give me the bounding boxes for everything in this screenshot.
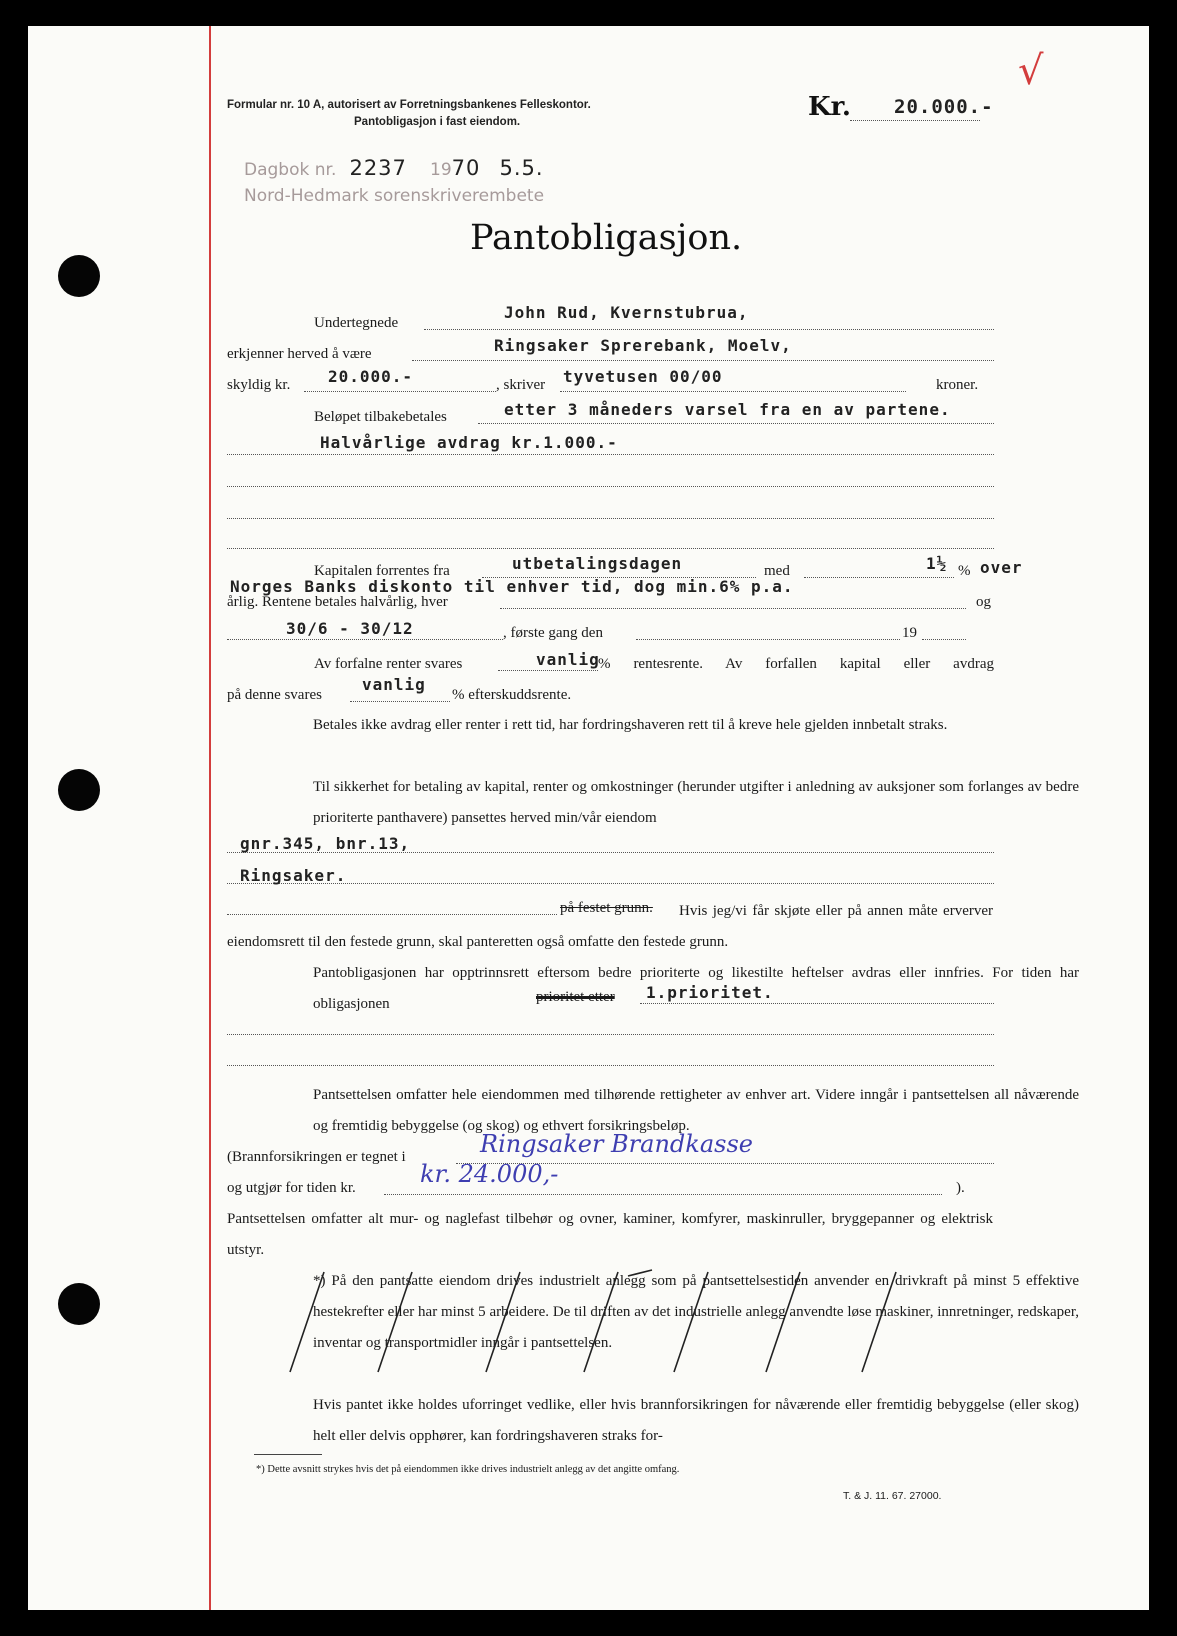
dates-value: 30/6 - 30/12 (286, 619, 414, 638)
form-header-line1: Formular nr. 10 A, autorisert av Forretningsbankenes Felleskontor. (227, 99, 591, 111)
rentesrente-label: % rentesrente. Av forfallen kapital eller avdrag (598, 656, 994, 672)
property-line1: gnr.345, bnr.13, (240, 834, 411, 853)
priority-value: 1.prioritet. (646, 983, 774, 1002)
checkmark-icon: √ (1018, 48, 1044, 94)
sikkerhet-paragraph: Til sikkerhet for betaling av kapital, renter og omkostninger (herunder utgifter i anledning av auksjoner som forlanges av bedre prioriterte panthavere) pansettes herved min/vår eiendom (313, 779, 1079, 826)
forste-label: , første gang den (503, 625, 603, 641)
utgjor-label: og utgjør for tiden kr. (227, 1180, 356, 1196)
strike-marks (28, 26, 1149, 1610)
belopet-value: etter 3 måneders varsel fra en av partene. (504, 400, 951, 419)
dagbok-stamp: Dagbok nr. 2237 1970 5.5. (244, 156, 544, 180)
office-stamp: Nord-Hedmark sorenskriverembete (244, 186, 545, 206)
festet-label: på festet grunn. (560, 900, 653, 916)
pct-label: % (958, 563, 971, 579)
document-title: Pantobligasjon. (470, 218, 743, 258)
efterskudd-label: % efterskuddsrente. (452, 687, 572, 703)
form-header-line2: Pantobligasjon i fast eiendom. (354, 116, 521, 128)
skriver-label: , skriver (496, 377, 546, 393)
amount-top: 20.000.- (894, 96, 994, 118)
og-label: og (976, 594, 991, 610)
document-page (28, 26, 1149, 1610)
arlig-label: årlig. Rentene betales halvårlig, hver (227, 594, 448, 610)
undertegnede-label: Undertegnede (314, 315, 399, 331)
erkjenner-value: Ringsaker Sprerebank, Moelv, (494, 336, 792, 355)
printer-mark: T. & J. 11. 67. 27000. (843, 1490, 942, 1502)
brann-value: Ringsaker Brandkasse (480, 1130, 753, 1158)
rate-value: 1½ (926, 554, 948, 573)
utgjor-value: kr. 24.000,- (420, 1160, 559, 1188)
skriver-value: tyvetusen 00/00 (563, 367, 723, 386)
footnote-rule (254, 1454, 322, 1455)
paa-value: vanlig (362, 675, 426, 694)
belopet-value2: Halvårlige avdrag kr.1.000.- (320, 433, 618, 452)
skyldig-label: skyldig kr. (227, 377, 291, 393)
belopet-label: Beløpet tilbakebetales (314, 409, 447, 425)
struck-word: prioritet etter (536, 989, 615, 1005)
brann-label: (Brannforsikringen er tegnet i (227, 1149, 406, 1165)
pantsettelsen2-paragraph: Pantsettelsen omfatter alt mur- og naglefast tilbehør og ovner, kaminer, komfyrer, maskinruller, bryggepanner og elektrisk utstyr. (227, 1211, 993, 1258)
forfalne-value: vanlig (536, 650, 600, 669)
kapitalen-value: utbetalingsdagen (512, 554, 683, 573)
med-label: med (764, 563, 790, 579)
close-paren: ). (956, 1180, 965, 1196)
skyldig-value: 20.000.- (328, 367, 414, 386)
paa-label: på denne svares (227, 687, 322, 703)
kroner-label: kroner. (936, 377, 979, 393)
erkjenner-label: erkjenner herved å være (227, 346, 372, 362)
pantsettelsen-paragraph: Pantsettelsen omfatter hele eiendommen med tilhørende rettigheter av enhver art. Videre inngår i pantsettelsen all nåværende og fremtidig bebyggelse (og skog) og ethvert forsikringsbeløp. (313, 1087, 1079, 1134)
kapitalen-label: Kapitalen forrentes fra (314, 563, 450, 579)
opptrinnsrett-paragraph: Pantobligasjonen har opptrinnsrett eftersom bedre prioriterte og likestilte heftelser avdras eller innfries. For tiden har obligasjonen (313, 965, 1079, 1012)
undertegnede-value: John Rud, Kvernstubrua, (504, 303, 749, 322)
kr-label: Kr. (808, 92, 851, 122)
footnote: *) Dette avsnitt strykes hvis det på eiendommen ikke drives industrielt anlegg av det angitte omfang. (256, 1464, 680, 1475)
over-value: over (980, 558, 1023, 577)
nineteen-label: 19 (902, 625, 917, 641)
hvis-pantet-paragraph: Hvis pantet ikke holdes uforringet vedlike, eller hvis brannforsikringen for nåværende eller fremtidig bebyggelse (eller skog) helt eller delvis opphører, kan fordringshaveren straks for- (313, 1397, 1079, 1444)
forfalne-label: Av forfalne renter svares (314, 656, 463, 672)
betales-paragraph: Betales ikke avdrag eller renter i rett tid, har fordringshaveren rett til å kreve hele gjelden innbetalt straks. (313, 717, 948, 733)
norges-value: Norges Banks diskonto til enhver tid, dog min.6% p.a. (230, 577, 794, 596)
hvis-jeg-paragraph: Hvis jeg/vi får skjøte eller på annen måte erverver eiendomsrett til den festede grunn, skal panteretten også omfatte den festede grunn. (227, 903, 993, 950)
property-line2: Ringsaker. (240, 866, 347, 885)
industri-paragraph: *) På den pantsatte eiendom drives industrielt anlegg som på pantsettelsestiden anvender en drivkraft på minst 5 effektive hestekrefter eller har minst 5 arbeidere. De til driften av det industrielle anlegg anvendte løse maskiner, innretninger, redskaper, inventar og transportmidler inngår i pantsettelsen. (313, 1273, 1079, 1351)
